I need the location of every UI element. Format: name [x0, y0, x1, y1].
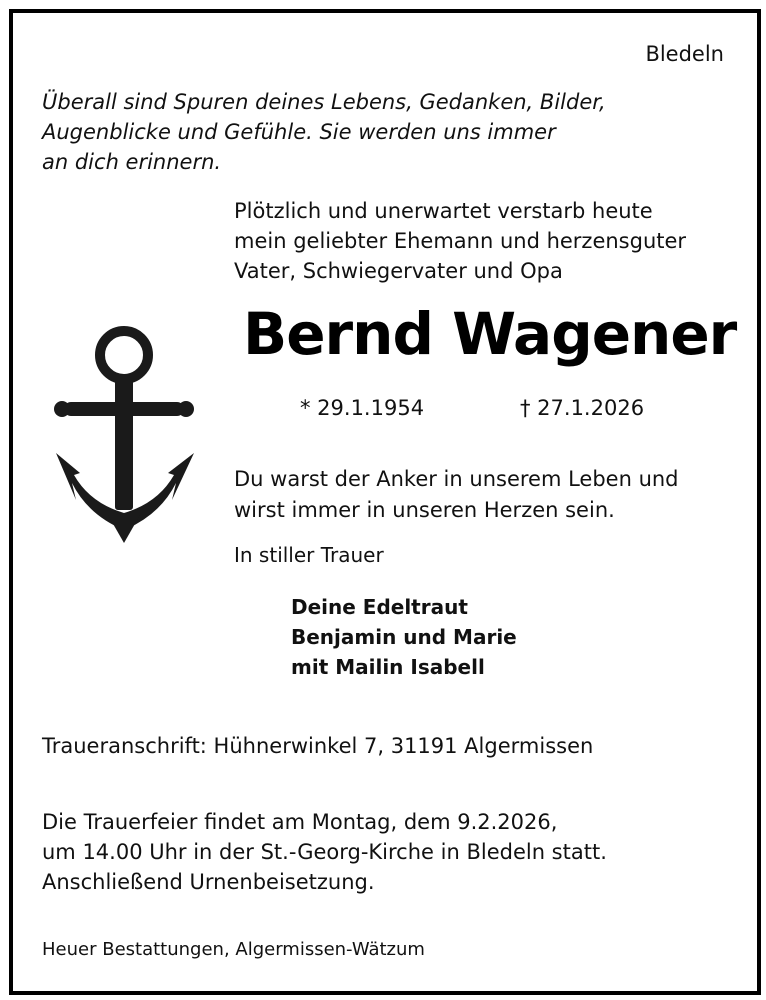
- survivor-line: Benjamin und Marie: [291, 625, 517, 649]
- quote-line: an dich erinnern.: [42, 150, 222, 174]
- announcement-line: Vater, Schwiegervater und Opa: [234, 259, 563, 283]
- funeral-service-info: [42, 807, 607, 897]
- birth-date: * 29.1.1954: [300, 396, 425, 420]
- anchor-tribute: [234, 464, 679, 526]
- announcement-line: mein geliebter Ehemann und herzensguter: [234, 229, 687, 253]
- mourning-label: In stiller Trauer: [234, 543, 384, 567]
- service-line: Anschließend Urnenbeisetzung.: [42, 870, 375, 894]
- death-date: † 27.1.2026: [520, 396, 645, 420]
- tribute-line: wirst immer in unseren Herzen sein.: [234, 498, 615, 522]
- survivors-list: [291, 592, 517, 682]
- survivor-line: Deine Edeltraut: [291, 595, 468, 619]
- anchor-icon: [48, 325, 200, 547]
- place-name: Bledeln: [645, 42, 724, 66]
- service-line: Die Trauerfeier findet am Montag, dem 9.2.2026,: [42, 810, 558, 834]
- mourning-address: Traueranschrift: Hühnerwinkel 7, 31191 Algermissen: [42, 734, 594, 758]
- death-announcement: [234, 196, 686, 286]
- survivor-line: mit Mailin Isabell: [291, 655, 485, 679]
- service-line: um 14.00 Uhr in der St.-Georg-Kirche in Bledeln statt.: [42, 840, 607, 864]
- announcement-line: Plötzlich und unerwartet verstarb heute: [234, 199, 653, 223]
- quote-line: Überall sind Spuren deines Lebens, Gedanken, Bilder,: [42, 90, 606, 114]
- quote-line: Augenblicke und Gefühle. Sie werden uns immer: [42, 120, 556, 144]
- undertaker-credit: Heuer Bestattungen, Algermissen-Wätzum: [42, 939, 425, 960]
- tribute-line: Du warst der Anker in unserem Leben und: [234, 467, 679, 491]
- deceased-name: Bernd Wagener: [243, 300, 737, 368]
- memorial-quote: [42, 87, 606, 177]
